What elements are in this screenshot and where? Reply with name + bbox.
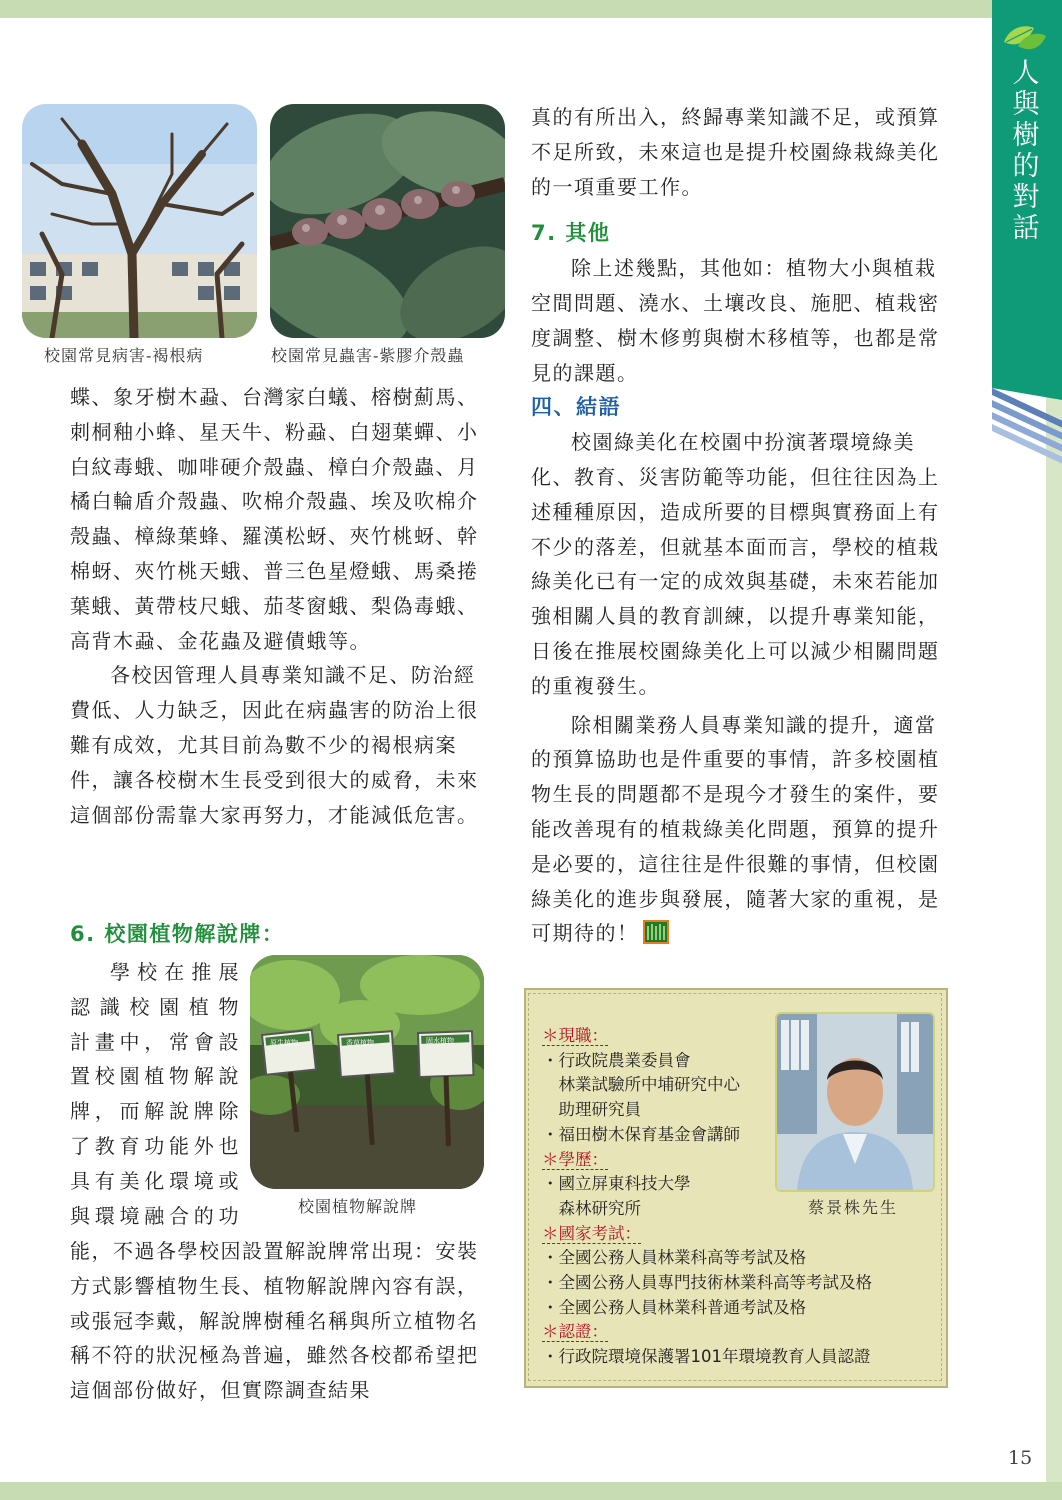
section-title: 人與樹的對話: [1012, 58, 1040, 244]
sign-line: 學校在推展: [110, 960, 240, 984]
sign-tail-paragraph: 能，不過各學校因設置解說牌常出現：安裝方式影響植物生長、植物解說牌內容有誤，或張冠李戴，解說牌樹種名稱與所立植物名稱不符的狀況極為普遍，雖然各校都希望把這個部份做好，但實際調查結果: [70, 1239, 479, 1403]
bio-line: ・福田樹木保育基金會講師: [542, 1124, 740, 1144]
bio-heading-cert: ＊認證：: [542, 1322, 608, 1342]
green-leaves-icon: [1000, 20, 1048, 56]
photo-brown-root-rot: [22, 104, 257, 338]
photo3-caption: 校園植物解說牌: [298, 1197, 418, 1216]
right-margin-strip: [1046, 380, 1062, 1482]
bio-line: ・全國公務人員林業科普通考試及格: [542, 1297, 806, 1317]
photo-plant-signs: [250, 955, 484, 1189]
heading-other: 7. 其他: [531, 221, 611, 246]
top-band: [0, 0, 1062, 18]
photo1-caption: 校園常見病害-褐根病: [44, 346, 204, 365]
heading-conclusion: 四、結語: [531, 395, 621, 420]
bottom-band: [0, 1482, 1062, 1500]
end-tree-mark-icon: [643, 920, 669, 944]
sign-line: 與環境融合的功: [70, 1203, 240, 1228]
left-column: [70, 380, 484, 832]
sign-line: 牌，而解說牌除: [70, 1099, 240, 1124]
bio-heading-education: ＊學歷：: [542, 1149, 608, 1169]
bio-line: 林業試驗所中埔研究中心: [542, 1075, 740, 1095]
sign-line: 了教育功能外也: [70, 1133, 240, 1158]
bio-line: ・全國公務人員專門技術林業科高等考試及格: [542, 1273, 872, 1293]
other-paragraph: 除上述幾點，其他如：植物大小與植栽空間問題、澆水、土壤改良、施肥、植栽密度調整、樹木修剪與樹木移植等，也都是常見的課題。: [531, 256, 940, 385]
conclusion-paragraph-1: 校園綠美化在校園中扮演著環境綠美化、教育、災害防範等功能，但往往因為上述種種原因，造成所要的目標與實務面上有不少的落差，但就基本面而言，學校的植栽綠美化已有一定的成效與基礎，未來若能加強相關人員的教育訓練，以提升專業知能，日後在推展校園綠美化上可以減少相關問題的重複發生。: [531, 430, 940, 698]
page-number: 15: [1008, 1447, 1033, 1469]
bio-heading-exam: ＊國家考試：: [542, 1223, 641, 1243]
sign-label-3: 固水植物: [426, 1037, 454, 1045]
bio-heading-position: ＊現職：: [542, 1026, 608, 1045]
sign-line: 具有美化環境或: [70, 1168, 240, 1193]
conclusion-paragraph-2: [531, 708, 945, 952]
sign-label-1: 原生植物: [270, 1039, 298, 1047]
sign-intro-lines: [70, 955, 240, 1233]
bio-line: 森林研究所: [542, 1198, 641, 1218]
bio-line: ・行政院環境保護署101年環境教育人員認證: [542, 1347, 871, 1367]
management-paragraph: 各校因管理人員專業知識不足、防治經費低、人力缺乏，因此在病蟲害的防治上很難有成效，尤其目前為數不少的褐根病案件，讓各校樹木生長受到很大的威脅，未來這個部份需靠大家再努力，才能減低危害。: [70, 663, 479, 827]
sign-label-2: 香草植物: [346, 1039, 374, 1047]
sign-line: 置校園植物解說: [70, 1064, 240, 1089]
right-column: [531, 100, 945, 951]
conclusion-text-2: 除相關業務人員專業知識的提升，適當的預算協助也是件重要的事情，許多校園植物生長的問題都不是現今才發生的案件，要能改善現有的植栽綠美化問題，預算的提升是必要的，這往往是件很難的事情，但校園綠美化的進步與發展，隨著大家的重視，是可期待的！: [531, 712, 940, 946]
section-tab-stripes: [992, 378, 1062, 478]
bio-line: ・行政院農業委員會: [542, 1050, 691, 1070]
bio-line: 助理研究員: [542, 1100, 641, 1120]
insect-list-paragraph: 蝶、象牙樹木蝨、台灣家白蟻、榕樹薊馬、刺桐釉小蜂、星天牛、粉蝨、白翅葉蟬、小白紋毒蛾、咖啡硬介殼蟲、樟白介殼蟲、月橘白輪盾介殼蟲、吹棉介殼蟲、埃及吹棉介殼蟲、樟綠葉蜂、羅漢松蚜、夾竹桃蚜、幹棉蚜、夾竹桃天蛾、普三色星燈蛾、馬桑捲葉蛾、黃帶枝尺蛾、茄苳窗蛾、梨偽毒蛾、高背木蝨、金花蟲及避債蛾等。: [70, 385, 479, 653]
continuation-paragraph: 真的有所出入，終歸專業知識不足，或預算不足所致，未來這也是提升校園綠栽綠美化的一項重要工作。: [531, 105, 940, 199]
bio-line: ・全國公務人員林業科高等考試及格: [542, 1248, 806, 1268]
author-name: 蔡景株先生: [808, 1198, 899, 1217]
photo-lac-scale-insect: [270, 104, 505, 338]
photo2-caption: 校園常見蟲害-紫膠介殼蟲: [271, 346, 465, 365]
author-portrait: [775, 1012, 935, 1192]
heading-interpretive-signs: 6. 校園植物解說牌：: [70, 922, 285, 946]
sign-line: 計畫中，常會設: [70, 1029, 240, 1054]
bio-line: ・國立屏東科技大學: [542, 1174, 691, 1194]
sign-line: 認識校園植物: [70, 994, 240, 1019]
